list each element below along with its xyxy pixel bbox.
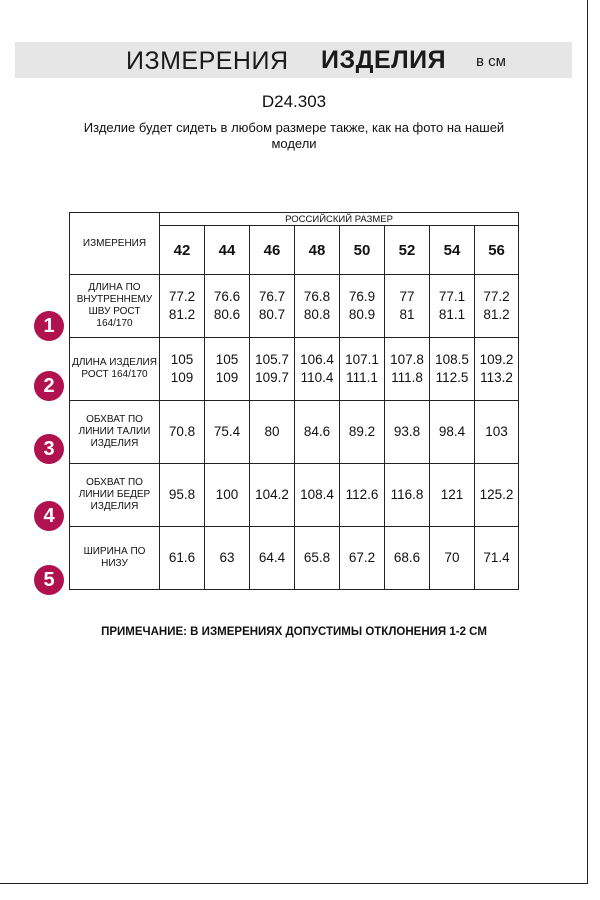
value-cell: 98.4 [430, 401, 475, 464]
size-header-56: 56 [475, 226, 519, 275]
value-cell: 105.7 109.7 [250, 338, 295, 401]
value-cell: 71.4 [475, 527, 519, 590]
value-cell: 100 [205, 464, 250, 527]
value-cell: 106.4 110.4 [295, 338, 340, 401]
title-unit: в см [476, 53, 506, 70]
size-header-50: 50 [340, 226, 385, 275]
row-label: ДЛИНА ИЗДЕЛИЯ РОСТ 164/170 [70, 338, 160, 401]
row-number-badge: 4 [34, 501, 64, 531]
size-group-label: РОССИЙСКИЙ РАЗМЕР [160, 213, 519, 226]
value-cell: 95.8 [160, 464, 205, 527]
value-cell: 61.6 [160, 527, 205, 590]
row-number-badge: 1 [34, 311, 64, 341]
size-table [69, 212, 519, 590]
value-cell: 65.8 [295, 527, 340, 590]
value-cell: 107.8 111.8 [385, 338, 430, 401]
value-cell: 76.9 80.9 [340, 275, 385, 338]
value-cell: 77 81 [385, 275, 430, 338]
corner-label: ИЗМЕРЕНИЯ [70, 213, 160, 275]
value-cell: 76.8 80.8 [295, 275, 340, 338]
value-cell: 67.2 [340, 527, 385, 590]
value-cell: 64.4 [250, 527, 295, 590]
value-cell: 112.6 [340, 464, 385, 527]
row-label: ОБХВАТ ПО ЛИНИИ БЕДЕР ИЗДЕЛИЯ [70, 464, 160, 527]
size-header-48: 48 [295, 226, 340, 275]
table-row [70, 527, 519, 590]
value-cell: 89.2 [340, 401, 385, 464]
value-cell: 77.2 81.2 [160, 275, 205, 338]
table-row [70, 338, 519, 401]
row-number-badge: 3 [34, 434, 64, 464]
value-cell: 70.8 [160, 401, 205, 464]
value-cell: 105 109 [205, 338, 250, 401]
value-cell: 107.1 111.1 [340, 338, 385, 401]
value-cell: 68.6 [385, 527, 430, 590]
title-bold: ИЗДЕЛИЯ [321, 46, 447, 74]
value-cell: 70 [430, 527, 475, 590]
value-cell: 77.1 81.1 [430, 275, 475, 338]
row-label: ОБХВАТ ПО ЛИНИИ ТАЛИИ ИЗДЕЛИЯ [70, 401, 160, 464]
value-cell: 63 [205, 527, 250, 590]
value-cell: 125.2 [475, 464, 519, 527]
row-label: ШИРИНА ПО НИЗУ [70, 527, 160, 590]
value-cell: 116.8 [385, 464, 430, 527]
table-row [70, 275, 519, 338]
table-row [70, 401, 519, 464]
value-cell: 76.6 80.6 [205, 275, 250, 338]
value-cell: 93.8 [385, 401, 430, 464]
value-cell: 76.7 80.7 [250, 275, 295, 338]
row-number-badge: 2 [34, 371, 64, 401]
value-cell: 104.2 [250, 464, 295, 527]
value-cell: 75.4 [205, 401, 250, 464]
row-label: ДЛИНА ПО ВНУТРЕННЕМУ ШВУ РОСТ 164/170 [70, 275, 160, 338]
value-cell: 77.2 81.2 [475, 275, 519, 338]
footer-note: ПРИМЕЧАНИЕ: В ИЗМЕРЕНИЯХ ДОПУСТИМЫ ОТКЛОНЕНИЯ 1-2 СМ [101, 626, 487, 638]
value-cell: 105 109 [160, 338, 205, 401]
product-code: D24.303 [261, 92, 327, 111]
title-banner [15, 42, 572, 78]
value-cell: 121 [430, 464, 475, 527]
value-cell: 108.5 112.5 [430, 338, 475, 401]
table-row [70, 464, 519, 527]
value-cell: 109.2 113.2 [475, 338, 519, 401]
size-header-46: 46 [250, 226, 295, 275]
value-cell: 84.6 [295, 401, 340, 464]
value-cell: 103 [475, 401, 519, 464]
title-regular: ИЗМЕРЕНИЯ [126, 47, 289, 75]
size-header-54: 54 [430, 226, 475, 275]
row-number-badge: 5 [34, 565, 64, 595]
value-cell: 80 [250, 401, 295, 464]
size-header-42: 42 [160, 226, 205, 275]
size-header-52: 52 [385, 226, 430, 275]
size-header-44: 44 [205, 226, 250, 275]
fit-note: Изделие будет сидеть в любом размере также, как на фото на нашей модели [83, 120, 505, 151]
value-cell: 108.4 [295, 464, 340, 527]
